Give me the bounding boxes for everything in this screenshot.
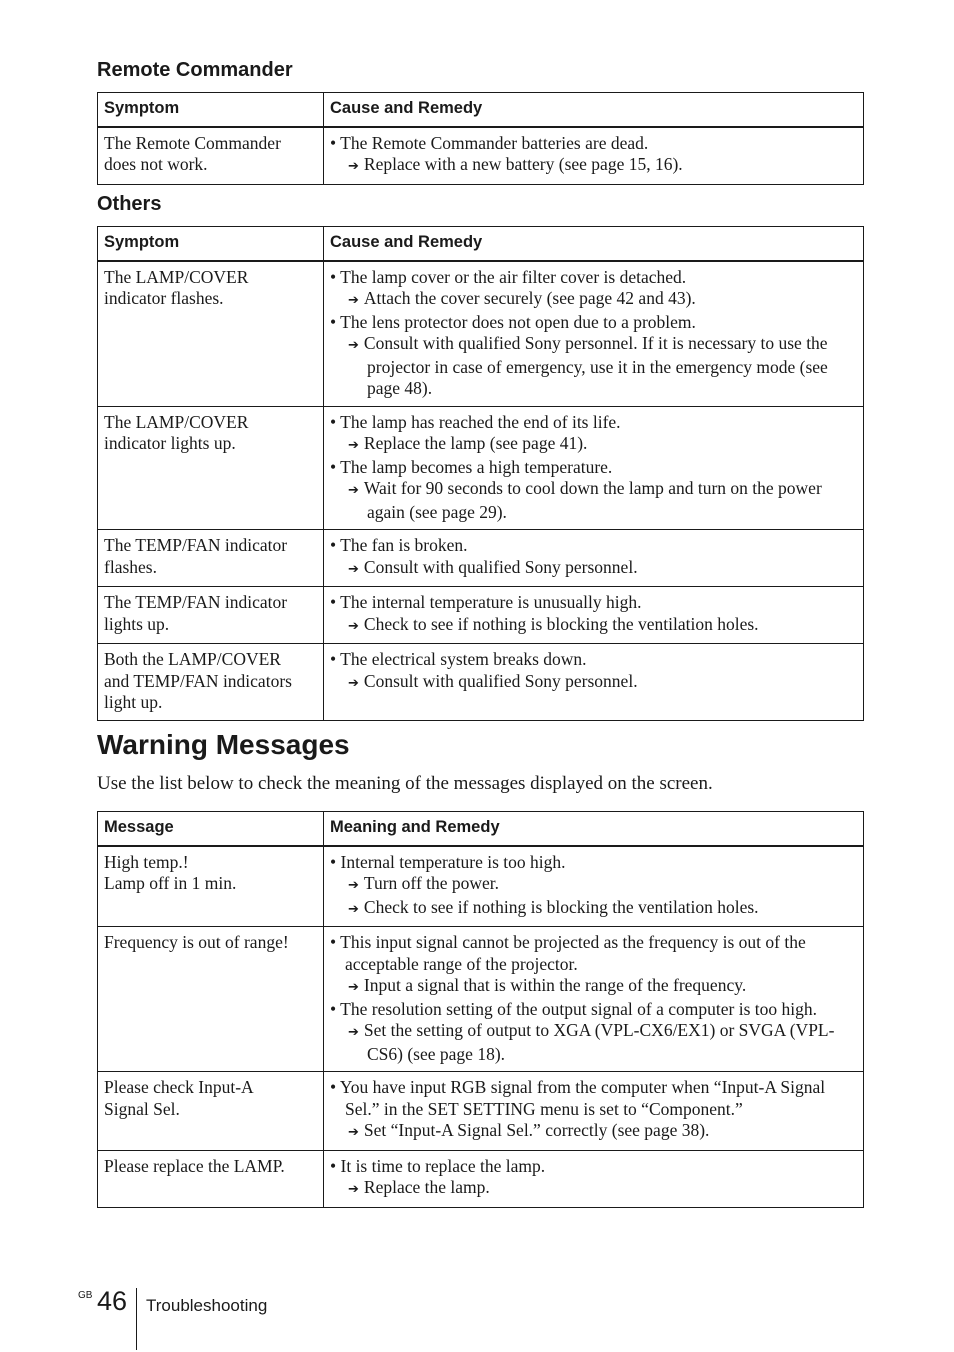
arrow-icon: ➔ [348,1125,359,1140]
item-text: Replace with a new battery (see page 15, 16). [363,154,683,174]
remedy-item [330,975,857,999]
symptom-line: The Remote Commander [104,132,281,153]
item-text: Wait for 90 seconds to cool down the lamp and turn on the power again (see page 29). [363,478,822,522]
symptom-line: Please replace the LAMP. [104,1155,285,1176]
cause-item [330,412,857,434]
symptom-line: Frequency is out of range! [104,932,289,952]
arrow-icon: ➔ [348,1182,359,1197]
remedy-item [330,433,857,457]
message-column-header: Message [98,812,324,846]
item-text: Replace the lamp. [363,1177,490,1197]
item-text: Set “Input-A Signal Sel.” correctly (see page 38). [363,1120,710,1140]
arrow-icon: ➔ [348,901,359,917]
table-row [98,587,864,644]
cause-item [330,1156,857,1178]
remedy-cell [324,127,864,185]
arrow-icon: ➔ [348,1025,359,1040]
symptom-cell [98,406,324,530]
item-text: • The fan is broken. [330,535,468,555]
arrow-icon: ➔ [348,159,359,174]
symptom-line: does not work. [104,154,208,174]
warning-messages-table [97,811,864,1208]
cause-item [330,999,857,1021]
symptom-cell [98,127,324,185]
item-text: • The lamp becomes a high temperature. [330,456,613,477]
remedy-cell [324,644,864,721]
item-text: • The resolution setting of the output signal of a computer is too high. [330,998,817,1019]
remedy-item [330,897,857,921]
arrow-icon: ➔ [348,561,359,577]
cause-item [330,932,857,975]
item-text: Input a signal that is within the range of the frequency. [363,975,747,995]
cause-item [330,1077,857,1120]
remedy-item [330,671,857,695]
item-text: Consult with qualified Sony personnel. If it is necessary to use the projector in case of emergency, use it in the emergency mode (see page 48). [363,333,828,398]
item-text: • The lens protector does not open due to a problem. [330,311,696,332]
symptom-line: The LAMP/COVER [104,411,249,432]
symptom-line: Lamp off in 1 min. [104,873,237,893]
table-row [98,406,864,530]
symptom-line: light up. [104,692,163,712]
table-row [98,927,864,1072]
item-text: • The Remote Commander batteries are dead. [330,132,649,153]
cause-item [330,852,857,874]
region-code: GB [78,1290,93,1301]
meaning-remedy-column-header: Meaning and Remedy [324,812,864,846]
table-row [98,261,864,407]
symptom-line: Both the LAMP/COVER [104,649,281,669]
item-text: Check to see if nothing is blocking the ventilation holes. [363,613,759,634]
cause-item [330,267,857,289]
remedy-item [330,1120,857,1144]
symptom-line: indicator flashes. [104,288,224,308]
cause-remedy-column-header: Cause and Remedy [324,227,864,261]
arrow-icon: ➔ [348,618,359,634]
arrow-icon: ➔ [348,980,359,995]
item-text: • Internal temperature is too high. [330,851,566,872]
cause-item [330,312,857,334]
item-text: • You have input RGB signal from the computer when “Input-A Signal Sel.” in the SET SETTING menu is set to “Component.” [330,1077,826,1119]
item-text: • It is time to replace the lamp. [330,1155,546,1176]
remedy-cell [324,587,864,644]
remedy-item [330,154,857,178]
remedy-item [330,1020,857,1065]
arrow-icon: ➔ [348,675,359,691]
symptom-cell [98,587,324,644]
remedy-item [330,288,857,312]
symptom-line: lights up. [104,613,170,634]
symptom-line: Signal Sel. [104,1098,180,1119]
cause-item [330,592,857,614]
remote-commander-table [97,92,864,185]
footer-section-label: Troubleshooting [146,1296,268,1315]
table-header-row [98,227,864,261]
symptom-cell [98,927,324,1072]
symptom-cell [98,261,324,407]
symptom-cell [98,530,324,587]
item-text: Check to see if nothing is blocking the ventilation holes. [363,896,759,917]
cause-item [330,535,857,557]
item-text: Set the setting of output to XGA (VPL-CX6/EX1) or SVGA (VPL-CS6) (see page 18). [363,1020,835,1064]
table-row [98,846,864,927]
table-row [98,644,864,721]
table-row [98,1072,864,1151]
remedy-item [330,557,857,581]
others-heading: Others [97,193,162,215]
symptom-line: and TEMP/FAN indicators [104,670,292,691]
symptom-line: The TEMP/FAN indicator [104,535,288,555]
arrow-icon: ➔ [348,293,359,308]
remedy-cell [324,1072,864,1151]
item-text: Attach the cover securely (see page 42 and 43). [363,288,696,308]
arrow-icon: ➔ [348,338,359,353]
warning-messages-title: Warning Messages [97,729,350,760]
item-text: Turn off the power. [363,873,500,893]
symptom-cell [98,1072,324,1151]
table-row [98,127,864,185]
table-header-row [98,812,864,846]
symptom-line: The LAMP/COVER [104,266,249,287]
item-text: Consult with qualified Sony personnel. [363,556,638,577]
item-text: • The lamp cover or the air filter cover is detached. [330,266,687,287]
remedy-item [330,614,857,638]
arrow-icon: ➔ [348,878,359,893]
remedy-cell [324,846,864,927]
cause-item [330,649,857,671]
item-text: • The lamp has reached the end of its life. [330,411,621,432]
cause-remedy-column-header: Cause and Remedy [324,93,864,127]
symptom-cell [98,1150,324,1207]
remedy-cell [324,406,864,530]
remedy-item [330,333,857,400]
table-row [98,530,864,587]
remote-commander-heading: Remote Commander [97,59,293,81]
symptom-column-header: Symptom [98,93,324,127]
item-text: • The electrical system breaks down. [330,649,587,669]
others-table [97,226,864,721]
remedy-item [330,873,857,897]
table-row [98,1150,864,1207]
remedy-item [330,1177,857,1201]
page-number: 46 [97,1286,128,1316]
symptom-line: flashes. [104,556,157,577]
symptom-line: indicator lights up. [104,433,236,453]
symptom-cell [98,644,324,721]
cause-item [330,133,857,155]
symptom-cell [98,846,324,927]
remedy-cell [324,261,864,407]
remedy-cell [324,927,864,1072]
item-text: • The internal temperature is unusually high. [330,592,642,612]
footer-divider [136,1288,137,1350]
item-text: Consult with qualified Sony personnel. [363,670,638,691]
cause-item [330,457,857,479]
table-header-row [98,93,864,127]
symptom-column-header: Symptom [98,227,324,261]
symptom-line: Please check Input-A [104,1077,254,1097]
arrow-icon: ➔ [348,483,359,498]
remedy-cell [324,530,864,587]
arrow-icon: ➔ [348,438,359,453]
symptom-line: High temp.! [104,851,189,872]
remedy-cell [324,1150,864,1207]
item-text: Replace the lamp (see page 41). [363,433,588,453]
remedy-item [330,478,857,523]
item-text: • This input signal cannot be projected as the frequency is out of the acceptable range of the projector. [330,932,806,974]
symptom-line: The TEMP/FAN indicator [104,592,288,612]
warning-messages-intro: Use the list below to check the meaning of the messages displayed on the screen. [97,773,713,794]
